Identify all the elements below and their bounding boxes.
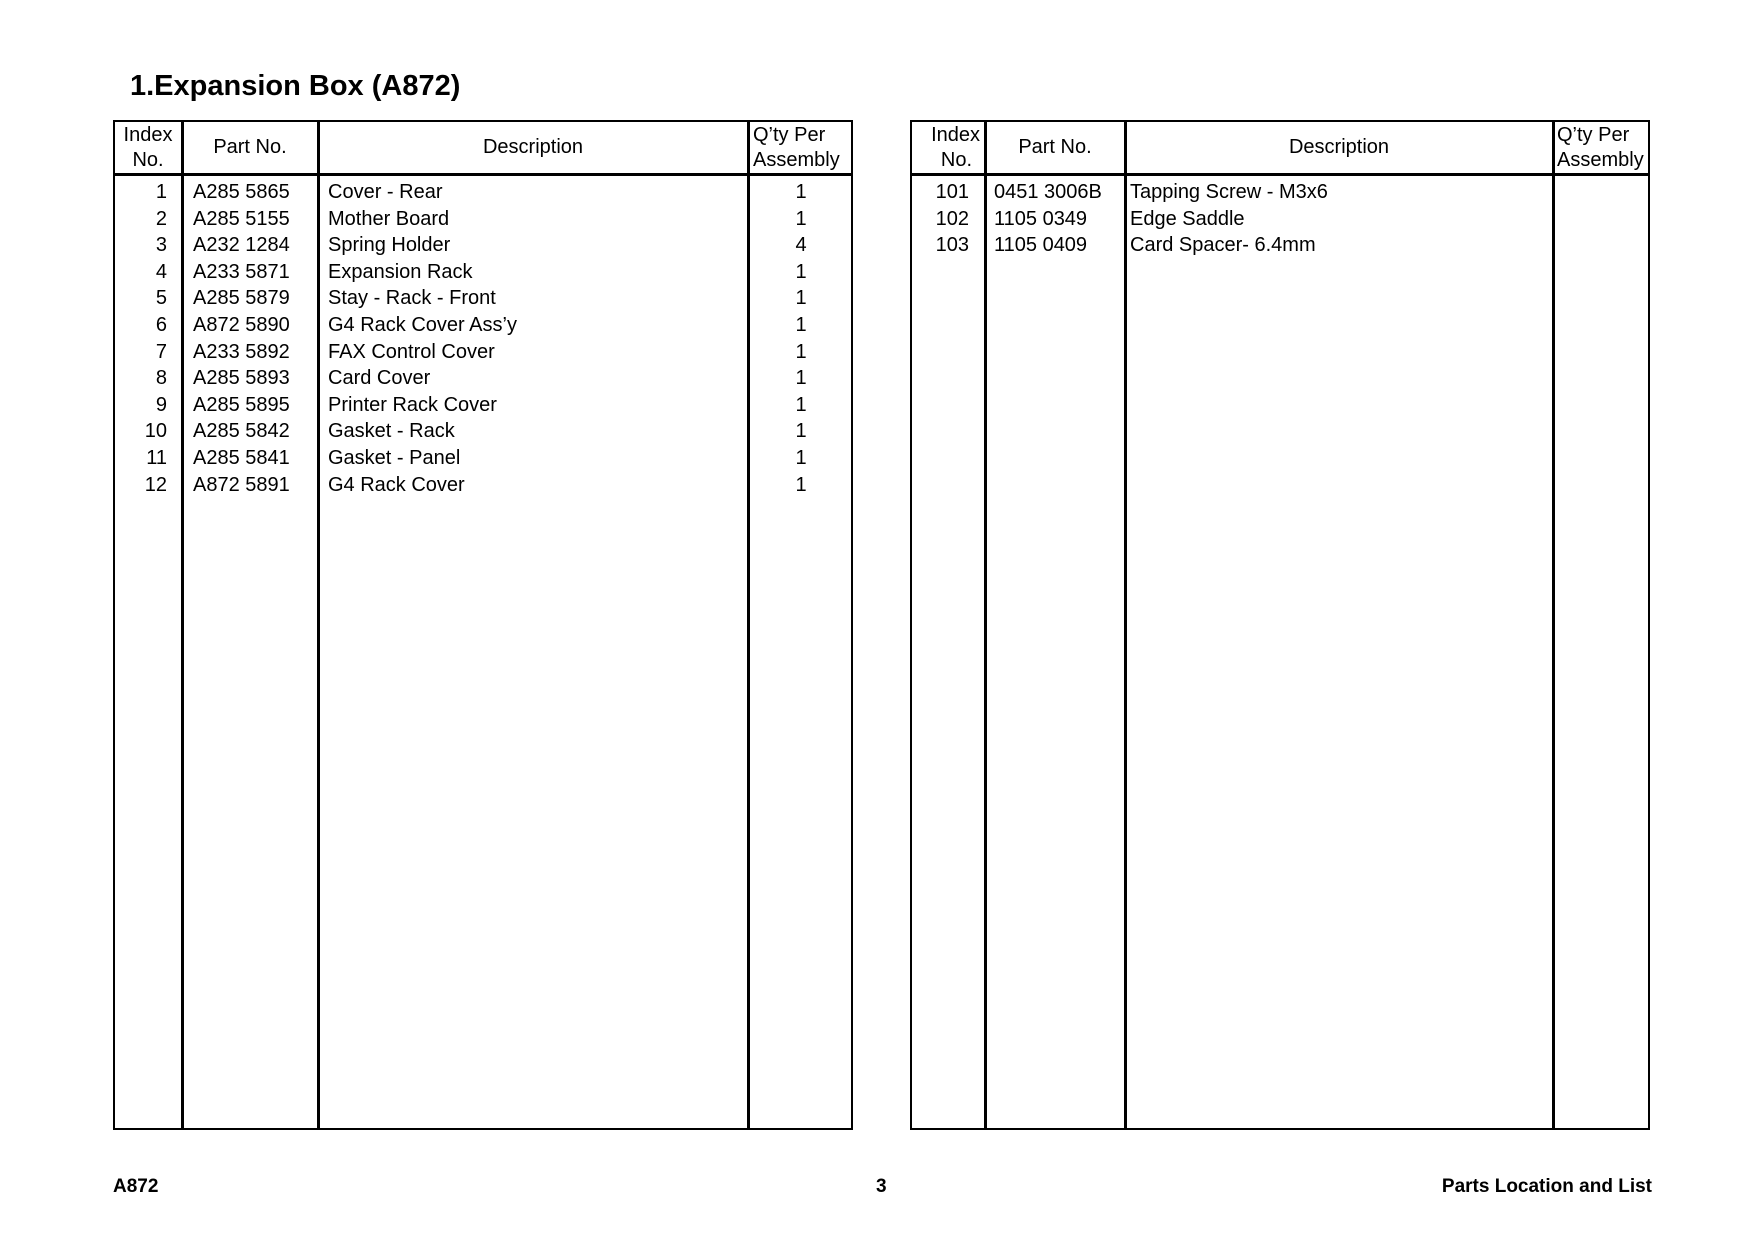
qty-cell: 1: [795, 367, 807, 390]
part-no-cell: A285 5842: [193, 420, 290, 443]
qty-cell: 1: [795, 473, 807, 496]
qty-cell: 1: [795, 207, 807, 230]
index-cell: 10: [144, 420, 167, 443]
part-no-cell: A233 5892: [193, 340, 290, 363]
qty-cell: [1555, 179, 1647, 206]
index-cell: 4: [155, 260, 167, 283]
table-row: [115, 232, 851, 259]
index-cell: 7: [155, 340, 167, 363]
description-cell: Edge Saddle: [1130, 207, 1245, 230]
table-row: [115, 392, 851, 419]
table-row: [115, 259, 851, 286]
index-cell: 9: [155, 393, 167, 416]
table-row: [912, 232, 1648, 259]
index-cell: 6: [155, 314, 167, 336]
description-cell: Cover - Rear: [328, 181, 443, 203]
part-no-cell: 1105 0409: [994, 234, 1088, 257]
table-row: [115, 206, 851, 233]
description-cell: Stay - Rack - Front: [328, 287, 496, 310]
parts-table-right: [910, 120, 1650, 1130]
description-cell: Card Spacer- 6.4mm: [1130, 234, 1316, 257]
index-cell: 2: [155, 207, 167, 230]
footer-model: A872: [113, 1176, 159, 1197]
header-part-no: Part No.: [213, 136, 287, 158]
footer-page-number: 3: [876, 1176, 887, 1197]
description-cell: Tapping Screw - M3x6: [1130, 181, 1328, 203]
description-cell: Spring Holder: [328, 234, 451, 257]
index-cell: 8: [155, 367, 167, 390]
description-cell: Printer Rack Cover: [328, 393, 497, 416]
description-cell: G4 Rack Cover: [328, 473, 465, 496]
table-row: [115, 365, 851, 392]
column-divider: [1124, 122, 1127, 1128]
part-no-cell: A285 5155: [193, 207, 290, 230]
index-cell: 1: [155, 181, 167, 203]
table-row: [115, 312, 851, 339]
header-divider: [912, 173, 1648, 176]
index-cell: 5: [155, 287, 167, 310]
description-cell: G4 Rack Cover Ass’y: [328, 314, 517, 336]
part-no-cell: A872 5891: [193, 473, 290, 496]
table-row: [115, 339, 851, 366]
qty-cell: 4: [795, 234, 807, 257]
index-cell: 102: [935, 207, 969, 230]
part-no-cell: A285 5893: [193, 367, 290, 390]
table-row: [115, 472, 851, 499]
qty-cell: 1: [795, 340, 807, 363]
qty-cell: 1: [795, 287, 807, 310]
part-no-cell: 1105 0349: [994, 207, 1088, 230]
qty-cell: 1: [795, 393, 807, 416]
column-divider: [1552, 122, 1555, 1128]
header-part-no: Part No.: [1018, 136, 1092, 158]
header-description: Description: [482, 136, 584, 158]
header-divider: [115, 173, 851, 176]
part-no-cell: A232 1284: [193, 234, 290, 257]
index-cell: 103: [935, 234, 969, 257]
table-row: [115, 445, 851, 472]
header-index: Index No.: [931, 123, 980, 171]
qty-cell: 1: [795, 314, 807, 336]
index-cell: 12: [144, 473, 167, 496]
part-no-cell: A285 5841: [193, 447, 290, 469]
header-description: Description: [1288, 136, 1390, 158]
table-row: [115, 418, 851, 445]
table-row: [115, 179, 851, 206]
part-no-cell: A285 5895: [193, 393, 290, 416]
description-cell: Card Cover: [328, 367, 431, 390]
description-cell: Gasket - Rack: [328, 420, 455, 443]
part-no-cell: A233 5871: [193, 260, 290, 283]
description-cell: Expansion Rack: [328, 260, 473, 283]
qty-cell: 1: [795, 420, 807, 443]
index-cell: 11: [146, 447, 167, 469]
qty-cell: 1: [795, 181, 807, 203]
qty-cell: 1: [795, 447, 807, 469]
header-index: Index No.: [123, 123, 173, 171]
page-title: 1.Expansion Box (A872): [130, 70, 461, 102]
qty-cell: [1555, 232, 1647, 259]
parts-table-left: [113, 120, 853, 1130]
description-cell: FAX Control Cover: [328, 340, 495, 363]
column-divider: [984, 122, 987, 1128]
table-row: [115, 285, 851, 312]
description-cell: Mother Board: [328, 207, 450, 230]
footer-section-title: Parts Location and List: [1441, 1176, 1652, 1197]
index-cell: 101: [935, 181, 969, 203]
part-no-cell: A285 5865: [193, 181, 290, 203]
header-qty: Q’ty Per Assembly: [1557, 123, 1644, 171]
qty-cell: 1: [795, 260, 807, 283]
part-no-cell: 0451 3006B: [994, 181, 1102, 203]
part-no-cell: A872 5890: [193, 314, 290, 336]
table-row: [912, 179, 1648, 206]
index-cell: 3: [155, 234, 167, 257]
header-qty: Q’ty Per Assembly: [753, 123, 840, 171]
part-no-cell: A285 5879: [193, 287, 290, 310]
qty-cell: [1555, 206, 1647, 233]
table-row: [912, 206, 1648, 233]
description-cell: Gasket - Panel: [328, 447, 461, 469]
